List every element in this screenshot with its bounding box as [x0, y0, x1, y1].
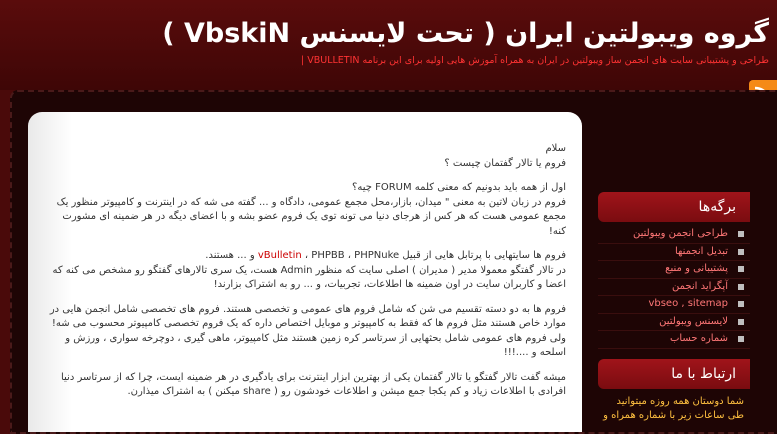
post-line: فروم در زبان لاتین به معنی " میدان، بازار،محل مجمع عمومی، دادگاه و ... گفته می شه که در اینترنت و کامپیوتر منظور یک مجمع عمومی هست که هر کس از هرجای دنیا می تونه توی یک فروم عضو بشه و با اعضای دیگه در هر ضمینه ای مشورت کنه!: [56, 196, 566, 237]
post-line: فروم ها به دو دسته تقسیم می شن که شامل فروم های عمومی و تخصصی هستند. فروم های تخصصی شامل انجمن هایی در موارد خاص هستند مثل فروم ها که فقط به کامپیوتر و موبایل اختصاص داره که یک فروم تخصصی کامپیوتر محسوب می شه! ولی فروم های عمومی شامل بحثهایی از سرتاسر کره زمین هستند مثل کامپیوتر، ماهی گیری ، دوچرخه سواری ، ورزش و اسلحه و ....!!!: [49, 303, 566, 358]
contact-title: ارتباط با ما: [598, 359, 750, 389]
sidebar-item-account[interactable]: [598, 331, 750, 349]
post-greeting: سلام: [545, 143, 566, 154]
post-paragraph: [46, 181, 566, 239]
post-line: در تالار گفتگو معمولا مدیر ( مدیران ) اصلی سایت که منظور Admin هست، یک سری تالارهای گفتگو رو مشخص می کنه که اعضا و کاربران سایت در اون ضمینه ها اطلاعات، تجربیات، و ... رو به اشتراک بزارند!: [52, 264, 566, 290]
sidebar-item-label: تبدیل انجمنها: [674, 245, 728, 257]
bullet-icon: [738, 266, 744, 272]
post-body: [46, 142, 566, 410]
sidebar-item-label: آپگراید انجمن: [671, 280, 728, 292]
post-paragraph: [46, 371, 566, 400]
sidebar-item-label: vbseo , sitemap: [648, 298, 728, 309]
site-header: [0, 0, 777, 90]
sidebar-item-vbseo[interactable]: [598, 296, 750, 314]
sidebar-item-label: لایسنس ویبولتین: [659, 315, 728, 327]
post-line: ، PHPBB ، PHPNuke و ... هستند.: [205, 250, 400, 261]
bullet-icon: [738, 249, 744, 255]
contact-text: شما دوستان همه روزه میتوانید طی ساعات زیر با شماره همراه و: [603, 395, 744, 421]
post-line: میشه گفت تالار گفتگو یا تالار گفتمان یکی از بهترین ابزار اینترنت برای یادگیری در هر ضمینه ایست، چرا که از سرتاسر دنیا افرادی با اطلاعات زیاد و کم یکجا جمع میشن و اطلاعات خودشون رو ( share میکنن ) به اشتراک میذارن.: [60, 371, 566, 397]
post-line: فروم ها سایتهایی با پرتابل هایی از قبیل: [399, 250, 566, 261]
sidebar-item-support[interactable]: [598, 261, 750, 279]
post-question: فروم یا تالار گفتمان چیست ؟: [444, 157, 566, 169]
post-paragraph: [46, 303, 566, 361]
sidebar-item-convert[interactable]: [598, 244, 750, 262]
sidebar-item-design[interactable]: [598, 226, 750, 244]
sidebar: [598, 192, 750, 423]
categories-title: برگه‌ها: [598, 192, 750, 222]
bullet-icon: [738, 231, 744, 237]
post-paragraph: [46, 142, 566, 171]
sidebar-item-label: طراحی انجمن ویبولتین: [632, 228, 728, 239]
sidebar-item-label: پشتیبانی و منبع: [665, 263, 728, 274]
bullet-icon: [738, 284, 744, 290]
sidebar-item-license[interactable]: [598, 314, 750, 332]
bullet-icon: [738, 301, 744, 307]
sidebar-item-upgrade[interactable]: [598, 279, 750, 297]
post-paragraph: [46, 249, 566, 293]
sidebar-item-label: شماره حساب: [669, 333, 728, 344]
site-tagline: طراحی و پشتیبانی سایت های انجمن ساز ویبولتین در ایران به همراه آموزش هایی اولیه برای این برنامه VBULLETIN |: [301, 55, 769, 66]
pages-menu: [598, 226, 750, 349]
site-title[interactable]: گروه ویبولتین ایران ( تحت لایسنس VbskiN ): [162, 18, 769, 49]
vbulletin-link[interactable]: vBulletin: [257, 250, 302, 261]
main-content: [28, 112, 582, 432]
bullet-icon: [738, 319, 744, 325]
bullet-icon: [738, 336, 744, 342]
post-line: اول از همه باید بدونیم که معنی کلمه FORUM چیه؟: [352, 182, 566, 193]
